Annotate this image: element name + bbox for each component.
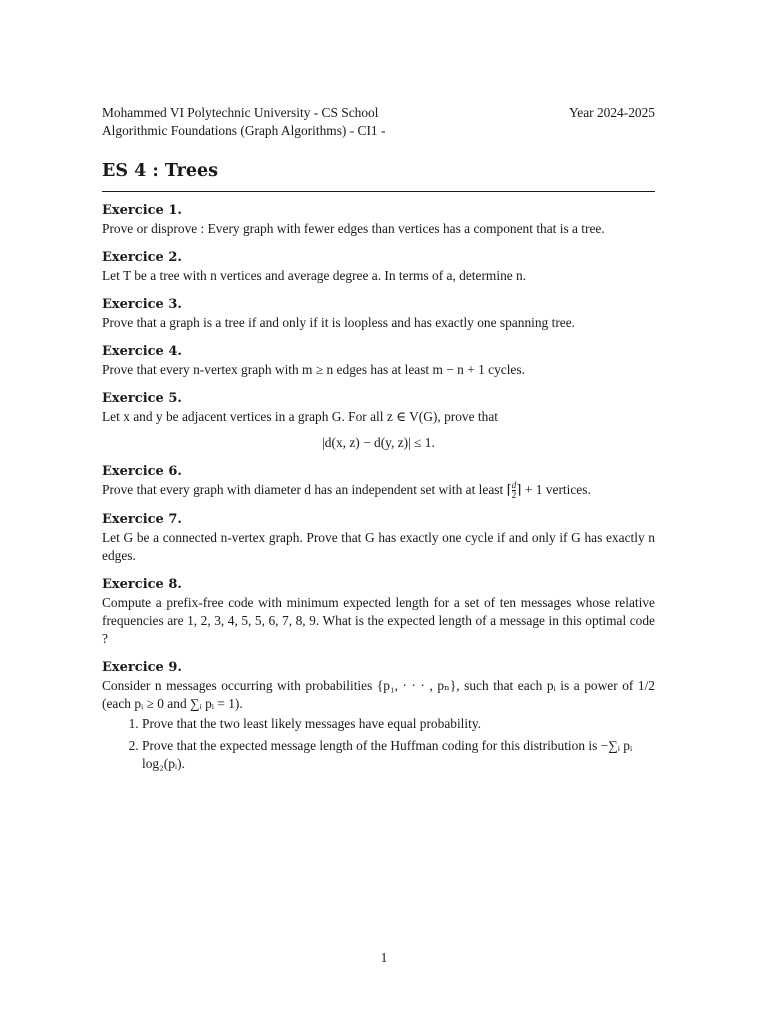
exercise-1: [102, 202, 655, 238]
page-number: 1: [380, 950, 388, 965]
exercise-9: [102, 659, 655, 773]
exercise-item-list: [102, 715, 655, 773]
document-title: ES 4 : Trees: [102, 161, 218, 181]
document-page: [102, 104, 655, 784]
course-name: Algorithmic Foundations (Graph Algorithms) - CI1 -: [102, 123, 386, 138]
exercise-heading: Exercice 7.: [102, 512, 182, 528]
exercise-text: Prove that every n-vertex graph with m ≥ n edges has at least m − n + 1 cycles.: [102, 362, 525, 377]
exercise-heading: Exercice 5.: [102, 391, 182, 406]
exercise-text-before: Prove that every graph with diameter d has an independent set with at least ⌈: [102, 482, 512, 497]
exercise-text: Compute a prefix-free code with minimum expected length for a set of ten messages whose relative frequencies are 1, 2, 3, 4, 5, 5, 6, 7, 8, 9. What is the expected length of a message in this optimal code ?: [102, 595, 655, 647]
exercise-7: [102, 511, 655, 565]
display-equation: |d(x, z) − d(y, z)| ≤ 1.: [322, 435, 435, 450]
exercise-text-after: ⌉ + 1 vertices.: [516, 482, 591, 497]
exercise-text: Let T be a tree with n vertices and average degree a. In terms of a, determine n.: [102, 268, 527, 283]
exercise-heading: Exercice 8.: [102, 577, 182, 593]
exercise-heading: Exercice 3.: [102, 297, 182, 312]
exercise-5: [102, 390, 655, 452]
exercise-text: Let G be a connected n-vertex graph. Prove that G has exactly one cycle if and only if G has exactly n edges.: [102, 530, 655, 564]
exercise-text: Prove that a graph is a tree if and only if it is loopless and has exactly one spanning tree.: [102, 315, 576, 330]
exercise-4: [102, 343, 655, 379]
exercise-heading: Exercice 2.: [102, 250, 182, 265]
header-row: [102, 104, 655, 122]
exercise-heading: Exercice 9.: [102, 660, 182, 676]
academic-year: Year 2024-2025: [568, 105, 655, 120]
exercise-heading: Exercice 6.: [102, 464, 182, 479]
exercise-text: Prove or disprove : Every graph with fewer edges than vertices has a component that is a tree.: [102, 221, 605, 236]
fraction-numerator: d: [511, 480, 517, 491]
exercise-2: [102, 249, 655, 285]
exercise-heading: Exercice 4.: [102, 344, 182, 359]
exercise-text: [102, 481, 655, 500]
exercise-8: [102, 576, 655, 648]
exercise-6: [102, 463, 655, 500]
exercise-item: 2. Prove that the expected message length of the Huffman coding for this distribution is −∑ᵢ pᵢ log₂(pᵢ).: [142, 737, 655, 773]
title-rule: [102, 191, 655, 192]
exercise-3: [102, 296, 655, 332]
exercise-text: Let x and y be adjacent vertices in a graph G. For all z ∈ V(G), prove that: [102, 409, 498, 424]
fraction-denominator: 2: [511, 490, 517, 501]
university-name: Mohammed VI Polytechnic University - CS School: [102, 105, 379, 120]
exercise-item: 1. Prove that the two least likely messages have equal probability.: [142, 715, 655, 733]
exercise-text: Consider n messages occurring with probabilities {p₁, · · · , pₙ}, such that each pᵢ is a power of 1/2 (each pᵢ ≥ 0 and ∑ᵢ pᵢ = 1).: [102, 678, 655, 712]
exercise-heading: Exercice 1.: [102, 203, 182, 218]
